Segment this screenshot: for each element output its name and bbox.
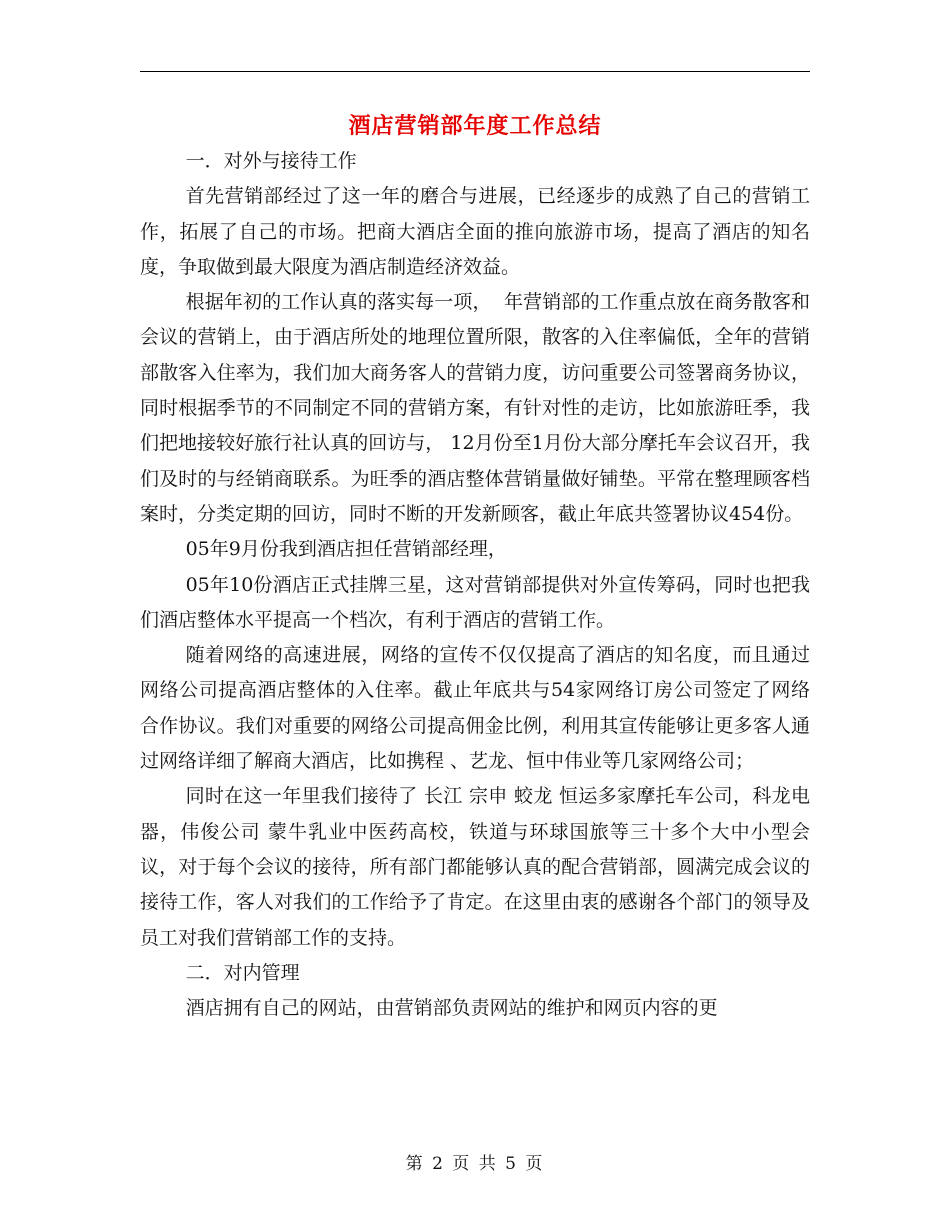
paragraph-three-star: 05年10份酒店正式挂牌三星，这对营销部提供对外宣传筹码，同时也把我们酒店整体水平提高一个档次，有利于酒店的营销工作。 <box>140 573 810 631</box>
paragraph-online-promotion: 随着网络的高速进展，网络的宣传不仅仅提高了酒店的知名度，而且通过网络公司提高酒店整体的入住率。截止年底共与54家网络订房公司签定了网络合作协议。我们对重要的网络公司提高佣金比例，利用其宣传能够让更多客人通过网络详细了解商大酒店，比如携程 、艺龙、恒中伟业等几家网络公司； <box>140 644 810 773</box>
paragraph-business-focus: 根据年初的工作认真的落实每一项， 年营销部的工作重点放在商务散客和会议的营销上，由于酒店所处的地理位置所限，散客的入住率偏低，全年的营销部散客入住率为，我们加大商务客人的营销力度，访问重要公司签署商务协议，同时根据季节的不同制定不同的营销方案，有针对性的走访，比如旅游旺季，我们把地接较好旅行社认真的回访与， 12月份至1月份大部分摩托车会议召开，我们及时的与经销商联系。为旺季的酒店整体营销量做好铺垫。平常在整理顾客档案时，分类定期的回访，同时不断的开发新顾客，截止年底共签署协议454份。 <box>140 291 810 525</box>
section-heading-internal: 二．对内管理 <box>185 961 300 984</box>
paragraph-website: 酒店拥有自己的网站，由营销部负责网站的维护和网页内容的更 <box>185 997 718 1020</box>
paragraph-market-expansion: 首先营销部经过了这一年的磨合与进展，已经逐步的成熟了自己的营销工作，拓展了自己的市场。把商大酒店全面的推向旅游市场，提高了酒店的知名度，争取做到最大限度为酒店制造经济效益。 <box>140 185 810 278</box>
section-heading-external: 一．对外与接待工作 <box>185 150 357 172</box>
paragraph-conference-reception: 同时在这一年里我们接待了 长江 宗申 蛟龙 恒运多家摩托车公司，科龙电器，伟俊公司 蒙牛乳业中医药高校，铁道与环球国旅等三十多个大中小型会议，对于每个会议的接待，所有部门都能够认真的配合营销部，圆满完成会议的接待工作，客人对我们的工作给予了肯定。在这里由衷的感谢各个部门的领导及员工对我们营销部工作的支持。 <box>140 785 810 949</box>
document-body <box>140 144 810 1026</box>
paragraph-manager-appointment: 05年9月份我到酒店担任营销部经理， <box>185 538 507 561</box>
page-number-footer: 第 2 页 共 5 页 <box>405 1154 545 1174</box>
header-rule <box>140 71 810 72</box>
document-title: 酒店营销部年度工作总结 <box>348 113 602 139</box>
